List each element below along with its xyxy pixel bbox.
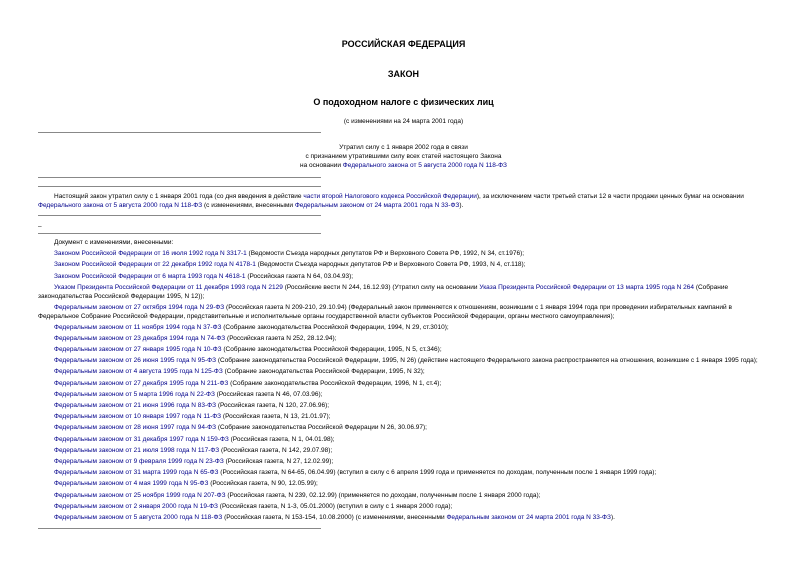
amendment-law-link[interactable]: Федеральным законом от 21 июля 1998 года N 117-ФЗ: [54, 446, 220, 454]
amendment-law-link[interactable]: Федеральным законом от 26 июня 1995 года N 95-ФЗ: [54, 357, 217, 365]
lost-force-line-2: с признанием утратившими силу всех статей настоящего Закона: [305, 152, 502, 160]
amendment-law-link[interactable]: Федеральным законом от 23 декабря 1994 года N 74-ФЗ: [54, 334, 226, 342]
amendment-source: (Российская газета N 64, 03.04.93);: [245, 272, 354, 280]
lost-force-line-3: [0, 162, 807, 171]
amendment-item: [38, 503, 770, 512]
amendment-law-link[interactable]: Законом Российской Федерации от 6 марта 1993 года N 4618-1: [54, 272, 246, 280]
status-paragraph: [38, 193, 770, 211]
amendment-item: [38, 357, 770, 366]
amendment-law-link[interactable]: Федеральным законом от 2 января 2000 года N 19-ФЗ: [54, 502, 218, 510]
country-heading: РОССИЙСКАЯ ФЕДЕРАЦИЯ: [341, 39, 466, 49]
amendment-source: (Российская газета, N 64-65, 06.04.99) (вступил в силу с 6 апреля 1999 года и применяется по доходам, полученным после 1 января 1999 года);: [218, 469, 657, 477]
status-text-4: ).: [459, 201, 464, 209]
amendment-law-link[interactable]: Федеральным законом от 21 июня 1996 года N 83-ФЗ: [54, 402, 217, 410]
amendment-source: (Собрание законодательства Российской Федерации, 1995, N 26) (действие настоящего Федерального закона распространяется на отношения, возникшие с 1 января 1995 года);: [216, 357, 758, 365]
amendment-item: [38, 424, 770, 433]
divider: [38, 186, 321, 187]
status-text-3: (с изменениями, внесенными: [202, 201, 295, 209]
amendment-item: [38, 368, 770, 377]
amendment-law-link[interactable]: Федеральным законом от 9 февраля 1999 года N 23-ФЗ: [54, 457, 224, 465]
lost-force-note: [0, 144, 807, 170]
amendment-law-link[interactable]: Законом Российской Федерации от 16 июля 1992 года N 3317-1: [54, 250, 247, 258]
amendment-law-link[interactable]: Федеральным законом от 11 ноября 1994 года N 37-ФЗ: [54, 323, 222, 331]
amendment-item: [38, 335, 770, 344]
amendment-source: (Российская газета, N 13, 21.01.97);: [221, 413, 331, 421]
amendment-item: [38, 402, 770, 411]
amendment-source: (Российская газета N 46, 07.03.96);: [214, 390, 323, 398]
amendment-item: [38, 447, 770, 456]
amendment-source: (Российская газета, N 90, 12.05.99);: [208, 480, 318, 488]
amendment-related-link[interactable]: Федеральным законом от 24 марта 2001 года N 33-ФЗ: [446, 513, 611, 521]
amendment-source: (Ведомости Съезда народных депутатов РФ и Верховного Совета РФ, 1993, N 4, ст.118);: [255, 261, 526, 269]
amendment-law-link[interactable]: Федеральным законом от 27 декабря 1995 года N 211-ФЗ: [54, 379, 229, 387]
amendment-source: (Собрание законодательства Российской Федерации N 26, 30.06.97);: [216, 424, 427, 432]
amendment-item: [38, 250, 770, 259]
amendment-law-link[interactable]: Федеральным законом от 25 ноября 1999 года N 207-ФЗ: [54, 491, 226, 499]
tax-code-link[interactable]: части второй Налогового кодекса Российской Федерации: [303, 193, 477, 200]
doc-type-heading: ЗАКОН: [387, 69, 420, 79]
amendment-source: (Собрание законодательства Российской Федерации, 1995, N 32);: [222, 368, 425, 376]
amendment-law-link[interactable]: Федеральным законом от 5 марта 1996 года N 22-ФЗ: [54, 390, 215, 398]
amendment-item: [38, 436, 770, 445]
amendments-list: [38, 239, 770, 525]
amendment-law-link[interactable]: Федеральным законом от 5 августа 2000 года N 118-ФЗ: [54, 513, 223, 521]
amendment-item: [38, 480, 770, 489]
divider: [38, 177, 321, 178]
law-33fz-link[interactable]: Федеральным законом от 24 марта 2001 года N 33-ФЗ: [294, 201, 460, 209]
amendment-law-link[interactable]: Федеральным законом от 27 января 1995 года N 10-ФЗ: [54, 346, 222, 354]
divider: [38, 528, 321, 529]
amendment-source: (Российская газета, N 1-3, 05.01.2000) (вступил в силу с 1 января 2000 года);: [217, 502, 453, 510]
amendment-item: [38, 273, 770, 282]
amendment-item: [38, 469, 770, 478]
amendment-item: [38, 380, 770, 389]
law-118fz-link[interactable]: Федерального закона от 5 августа 2000 года N 118-ФЗ: [38, 201, 203, 209]
amendment-source: (Собрание законодательства Российской Федерации, 1995, N 5, ст.346);: [221, 346, 442, 354]
amendment-source: (Российская газета, N 120, 27.06.96);: [216, 402, 330, 410]
amendment-item: [38, 261, 770, 270]
amendment-note: (с изменениями на 24 марта 2001 года): [343, 118, 464, 125]
amendment-law-link[interactable]: Законом Российской Федерации от 22 декабря 1992 года N 4178-1: [54, 261, 256, 269]
amendment-item: [38, 391, 770, 400]
amendment-source: (Российская газета, N 1, 04.01.98);: [228, 435, 335, 443]
divider: [38, 215, 321, 216]
amendment-source: (Российские вести N 244, 16.12.93) (Утратил силу на основании: [282, 283, 480, 291]
status-text-2: ), за исключением части третьей статьи 12 в части продажи ценных бумаг на основании: [476, 193, 744, 200]
amendment-law-link[interactable]: Федеральным законом от 27 октября 1994 года N 29-ФЗ: [54, 303, 225, 311]
amendment-item: [38, 413, 770, 422]
amendment-law-link[interactable]: Федеральным законом от 31 марта 1999 года N 65-ФЗ: [54, 469, 219, 477]
amendment-related-link[interactable]: Указа Президента Российской Федерации от 13 марта 1995 года N 264: [479, 283, 695, 291]
amendment-source: (Собрание законодательства Российской Федерации, 1996, N 1, ст.4);: [228, 379, 442, 387]
amendment-source: (Российская газета, N 153-154, 10.08.2000) (с изменениями, внесенными: [222, 513, 447, 521]
amendment-item: [38, 284, 770, 302]
lost-force-line-1: Утратил силу с 1 января 2002 года в связи: [339, 144, 468, 151]
lost-force-prefix: на основании: [300, 161, 343, 169]
amendment-source: (Российская газета N 209-210, 29.10.94) (Федеральный закон применяется к отношениям, возникшим с 1 января 1994 года при проведении избирательных кампаний в Федеральное Собрание Российской Федерации, представительные и исполнительные органы государственной власти субъектов Российской Федерации, органы местного самоуправления);: [38, 303, 732, 320]
amendment-law-link[interactable]: Указом Президента Российской Федерации от 11 декабря 1993 года N 2129: [54, 283, 283, 291]
law-118fz-link[interactable]: Федерального закона от 5 августа 2000 года N 118-ФЗ: [342, 161, 507, 169]
amendment-source-tail: (Собрание законодательства Российской Федерации 1995, N 12));: [38, 283, 729, 300]
amendment-source: (Российская газета N 252, 28.12.94);: [225, 334, 337, 342]
amendment-item: [38, 304, 770, 322]
divider: [38, 132, 321, 133]
dash-separator: –: [38, 223, 42, 230]
amendment-item: [38, 514, 770, 523]
amendments-intro: Документ с изменениями, внесенными:: [54, 239, 174, 246]
amendment-item: [38, 346, 770, 355]
status-text-1: Настоящий закон утратил силу с 1 января 2001 года (со дня введения в действие: [54, 193, 304, 200]
amendment-item: [38, 458, 770, 467]
amendment-source-tail: ).: [610, 513, 615, 521]
amendment-law-link[interactable]: Федеральным законом от 4 мая 1999 года N 95-ФЗ: [54, 480, 209, 488]
divider: [38, 233, 321, 234]
amendment-law-link[interactable]: Федеральным законом от 4 августа 1995 года N 125-ФЗ: [54, 368, 223, 376]
amendment-source: (Ведомости Съезда народных депутатов РФ и Верховного Совета РФ, 1992, N 34, ст.1976);: [246, 250, 525, 258]
amendment-source: (Собрание законодательства Российской Федерации, 1994, N 29, ст.3010);: [221, 323, 449, 331]
amendment-law-link[interactable]: Федеральным законом от 10 января 1997 года N 11-ФЗ: [54, 413, 222, 421]
doc-title: О подоходном налоге с физических лиц: [313, 97, 494, 107]
amendment-law-link[interactable]: Федеральным законом от 31 декабря 1997 года N 159-ФЗ: [54, 435, 229, 443]
amendment-source: (Российская газета, N 142, 29.07.98);: [219, 446, 333, 454]
amendment-source: (Российская газета, N 239, 02.12.99) (применяется по доходам, полученным после 1 января 2000 года);: [225, 491, 541, 499]
amendment-law-link[interactable]: Федеральным законом от 28 июня 1997 года N 94-ФЗ: [54, 424, 217, 432]
amendment-item: [38, 324, 770, 333]
amendment-source: (Российская газета, N 27, 12.02.99);: [223, 457, 334, 465]
amendment-item: [38, 492, 770, 501]
